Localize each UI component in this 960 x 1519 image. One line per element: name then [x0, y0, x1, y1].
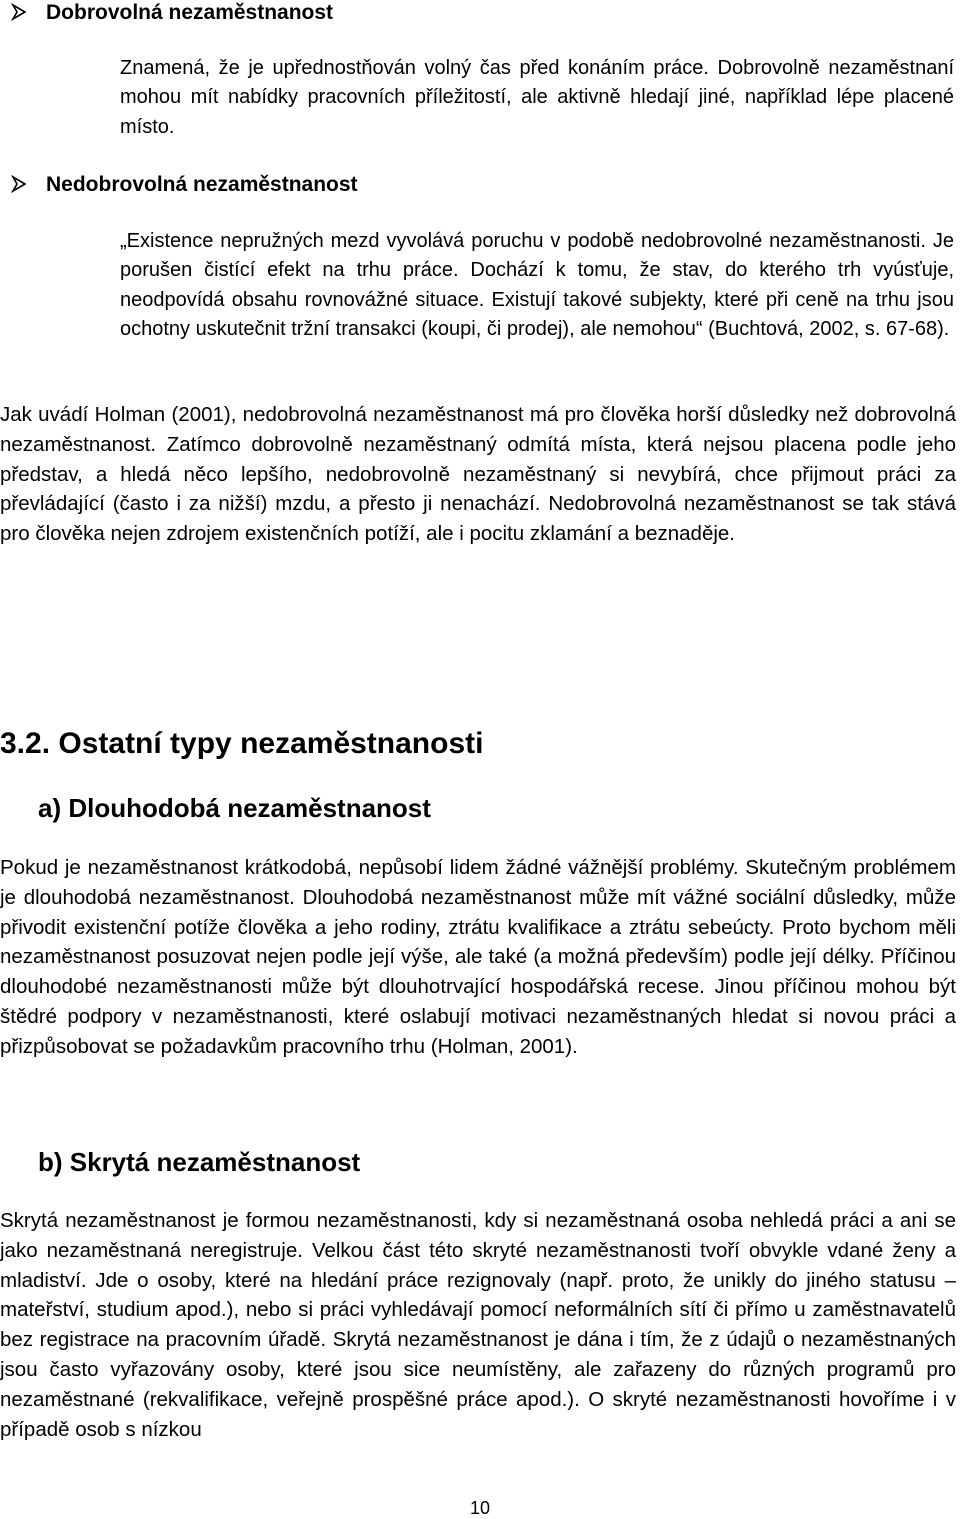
bullet-paragraph-voluntary: Znamená, že je upřednostňován volný čas před konáním práce. Dobrovolně nezaměstnaní mohou mít nabídky pracovních příležitostí, ale aktivně hledají jiné, například lépe placené místo.: [120, 57, 954, 138]
body-paragraph-holman: Jak uvádí Holman (2001), nedobrovolná nezaměstnanost má pro člověka horší důsledky než dobrovolná nezaměstnanost. Zatímco dobrovolně nezaměstnaný odmítá místa, která nejsou placena podle jeho představ, a hledá něco lepšího, nedobrovolně nezaměstnaný si nevybírá, chce přijmout práci za převládající (často i za nižší) mzdu, a přesto ji nenachází. Nedobrovolná nezaměstnanost se tak stává pro člověka nejen zdrojem existenčních potíží, ale i pocitu zklamání a beznaděje.: [0, 403, 956, 546]
subsection-title-long-term: a) Dlouhodobá nezaměstnanost: [38, 793, 431, 823]
body-paragraph-hidden: Skrytá nezaměstnanost je formou nezaměstnanosti, kdy si nezaměstnaná osoba nehledá práci a ani se jako nezaměstnaná neregistruje. Velkou část této skryté nezaměstnanosti tvoří obvykle vdané ženy a mladiství. Jde o osoby, které na hledání práce rezignovaly (např. proto, že unikly do jiného statusu – mateřství, studium apod.), nebo si práci vyhledávají pomocí neformálních sítí či přímo u zaměstnavatelů bez registrace na pracovním úřadě. Skrytá nezaměstnanost je dána i tím, že z údajů o nezaměstnaných jsou často vyřazovány osoby, které jsou sice neumístěny, ale zařazeny do různých programů pro nezaměstnané (rekvalifikace, veřejně prospěšné práce apod.). O skryté nezaměstnanosti hovoříme i v případě osob s nízkou: [0, 1209, 956, 1441]
page-number: 10: [469, 1498, 491, 1518]
body-paragraph-long-term: Pokud je nezaměstnanost krátkodobá, nepůsobí lidem žádné vážnější problémy. Skutečným problémem je dlouhodobá nezaměstnanost. Dlouhodobá nezaměstnanost může mít vážné sociální důsledky, může přivodit existenční potíže člověka a jeho rodiny, ztrátu kvalifikace a ztrátu sebeúcty. Proto bychom měli nezaměstnanost posuzovat nejen podle její výše, ale také (a možná především) podle její délky. Příčinou dlouhodobé nezaměstnanosti může být dlouhotrvající hospodářská recese. Jinou příčinou mohou být štědré podpory v nezaměstnanosti, které oslabují motivaci nezaměstnaných hledat si novou práci a přizpůsobovat se požadavkům pracovního trhu (Holman, 2001).: [0, 856, 956, 1058]
bullet-heading-voluntary: [10, 0, 333, 26]
arrow-bullet-icon: [10, 0, 46, 26]
bullet-heading-involuntary: [10, 172, 358, 198]
bullet-heading-text: Dobrovolná nezaměstnanost: [46, 1, 334, 24]
section-title: 3.2. Ostatní typy nezaměstnanosti: [0, 727, 484, 760]
bullet-heading-text: Nedobrovolná nezaměstnanost: [46, 173, 358, 196]
subsection-title-hidden: b) Skrytá nezaměstnanost: [38, 1147, 361, 1177]
arrow-bullet-icon: [10, 172, 46, 198]
bullet-paragraph-involuntary: „Existence nepružných mezd vyvolává poruchu v podobě nedobrovolné nezaměstnanosti. Je porušen čistící efekt na trhu práce. Dochází k tomu, že stav, do kterého trh vyúsťuje, neodpovídá obsahu rovnovážné situace. Existují takové subjekty, které při ceně na trhu jsou ochotny uskutečnit tržní transakci (koupi, či prodej), ale nemohou“ (Buchtová, 2002, s. 67-68).: [120, 230, 954, 340]
